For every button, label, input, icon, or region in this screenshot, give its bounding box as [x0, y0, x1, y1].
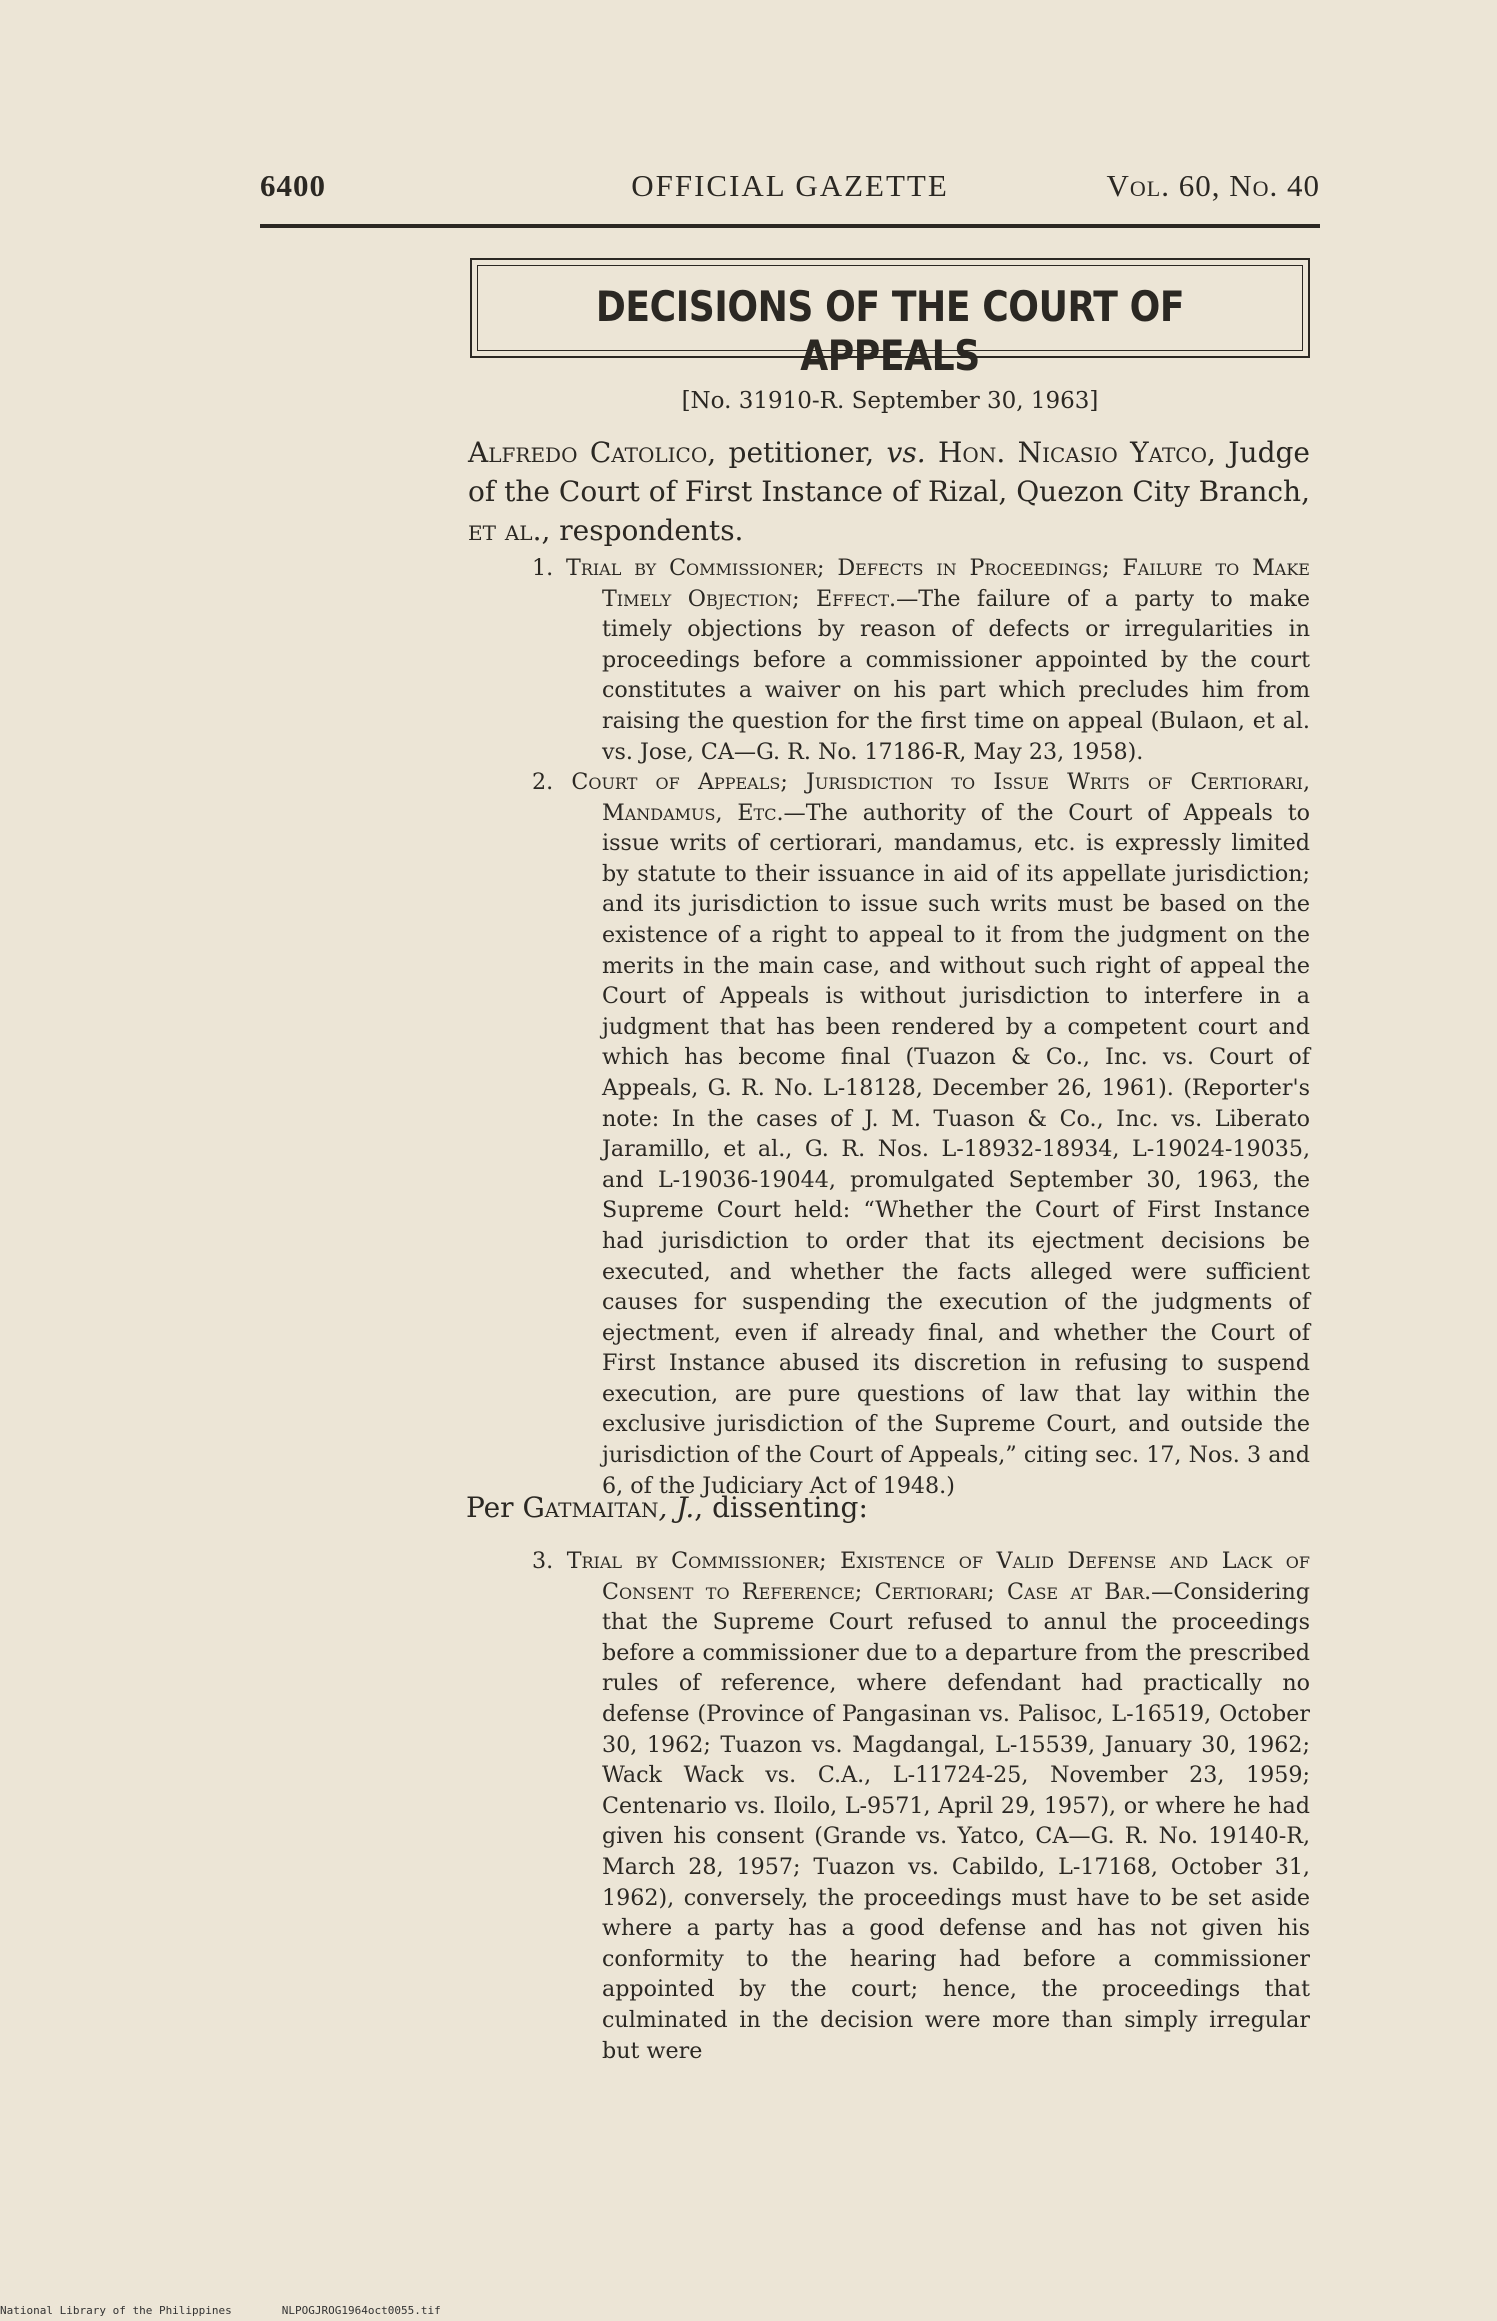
- petitioner-name: Alfredo Catolico: [468, 436, 708, 469]
- page-number: 6400: [260, 168, 326, 203]
- et-al: et al.: [468, 514, 542, 547]
- case-number: [No. 31910-R. September 30, 1963]: [681, 388, 1099, 414]
- dissent-judge: Gatmaitan: [522, 1491, 659, 1524]
- petitioner-role: , petitioner,: [707, 436, 887, 469]
- respondent-name: Hon. Nicasio Yatco: [938, 436, 1208, 469]
- dissent-heading: [466, 1491, 868, 1524]
- respondent-role: , respondents.: [541, 514, 744, 547]
- publication-title: OFFICIAL GAZETTE: [631, 168, 949, 203]
- running-header: [260, 168, 1320, 208]
- syllabus-item: [462, 767, 1310, 1501]
- volume-number: Vol. 60, No. 40: [1106, 168, 1320, 203]
- syllabus-item: [462, 1546, 1310, 2066]
- syllabus-text: —The authority of the Court of Appeals to issue writs of certiorari, mandamus, etc. is expressly limited by statute to their issuance in aid of its appellate jurisdiction; and its jurisdiction to issue such writs must be based on the existence of a right to appeal to it from the judgment on the merits in the main case, and without such right of appeal the Court of Appeals is without jurisdiction to interfere in a judgment that has been rendered by a competent court and which has become final (Tuazon & Co., Inc. vs. Court of Appeals, G. R. No. L-18128, December 26, 1961). (Reporter's note: In the cases of J. M. Tuason & Co., Inc. vs. Liberato Jaramillo, et al., G. R. Nos. L-18932-18934, L-19024-19035, and L-19036-19044, promulgated September 30, 1963, the Supreme Court held: “Whether the Court of First Instance had jurisdiction to order that its ejectment decisions be executed, and whether the facts alleged were sufficient causes for suspending the execution of the judgments of ejectment, even if already final, and whether the Court of First Instance abused its discretion in refusing to suspend execution, are pure questions of law that lay within the exclusive jurisdiction of the Supreme Court, and outside the jurisdiction of the Court of Appeals,” citing sec. 17, Nos. 3 and 6, of the Judiciary Act of 1948.): [602, 799, 1310, 1499]
- file-name: NLPOGJROG1964oct0055.tif: [281, 2304, 441, 2317]
- syllabus-item: [462, 553, 1310, 767]
- library-credit: National Library of the Philippines: [0, 2304, 232, 2317]
- syllabus-heading: Trial by Commissioner; Existence of Valid Defense and Lack of Consent to Reference; Certiorari; Case at Bar.: [566, 1548, 1310, 1605]
- case-parties: [468, 433, 1310, 550]
- section-title: DECISIONS OF THE COURT OF APPEALS: [595, 282, 1185, 380]
- syllabus-heading: Trial by Commissioner; Defects in Proceedings; Failure to Make Timely Objection; Effect.: [566, 555, 1310, 612]
- scan-footer: [0, 2304, 441, 2317]
- syllabus-number: 3.: [532, 1548, 554, 1574]
- syllabus-text: —Considering that the Supreme Court refused to annul the proceedings before a commissioner due to a departure from the prescribed rules of reference, where defendant had practically no defense (Province of Pangasinan vs. Palisoc, L-16519, October 30, 1962; Tuazon vs. Magdangal, L-15539, January 30, 1962; Wack Wack vs. C.A., L-11724-25, November 23, 1959; Centenario vs. Iloilo, L-9571, April 29, 1957), or where he had given his consent (Grande vs. Yatco, CA—G. R. No. 19140-R, March 28, 1957; Tuazon vs. Cabildo, L-17168, October 31, 1962), conversely, the proceedings must have to be set aside where a party has a good defense and has not given his conformity to the hearing had before a commissioner appointed by the court; hence, the proceedings that culminated in the decision were more than simply irregular but were: [602, 1578, 1310, 2064]
- syllabus-text: —The failure of a party to make timely objections by reason of defects or irregularities in proceedings before a commissioner appointed by the court constitutes a waiver on his part which precludes him from raising the question for the first time on appeal (Bulaon, et al. vs. Jose, CA—G. R. No. 17186-R, May 23, 1958).: [602, 585, 1310, 765]
- syllabus-number: 2.: [532, 769, 554, 795]
- syllabus-number: 1.: [532, 555, 554, 581]
- syllabus-heading: Court of Appeals; Jurisdiction to Issue Writs of Certiorari, Mandamus, Etc.: [571, 769, 1310, 826]
- dissent-suffix: , dissenting:: [694, 1491, 868, 1524]
- section-title-box: [470, 258, 1310, 380]
- versus: vs.: [886, 436, 926, 469]
- respondent-detail: , Judge of the Court of First Instance of Rizal, Quezon City Branch,: [468, 436, 1310, 508]
- dissent-title: , J.: [658, 1491, 695, 1524]
- header-rule: [260, 224, 1320, 228]
- dissent-prefix: Per: [466, 1491, 523, 1524]
